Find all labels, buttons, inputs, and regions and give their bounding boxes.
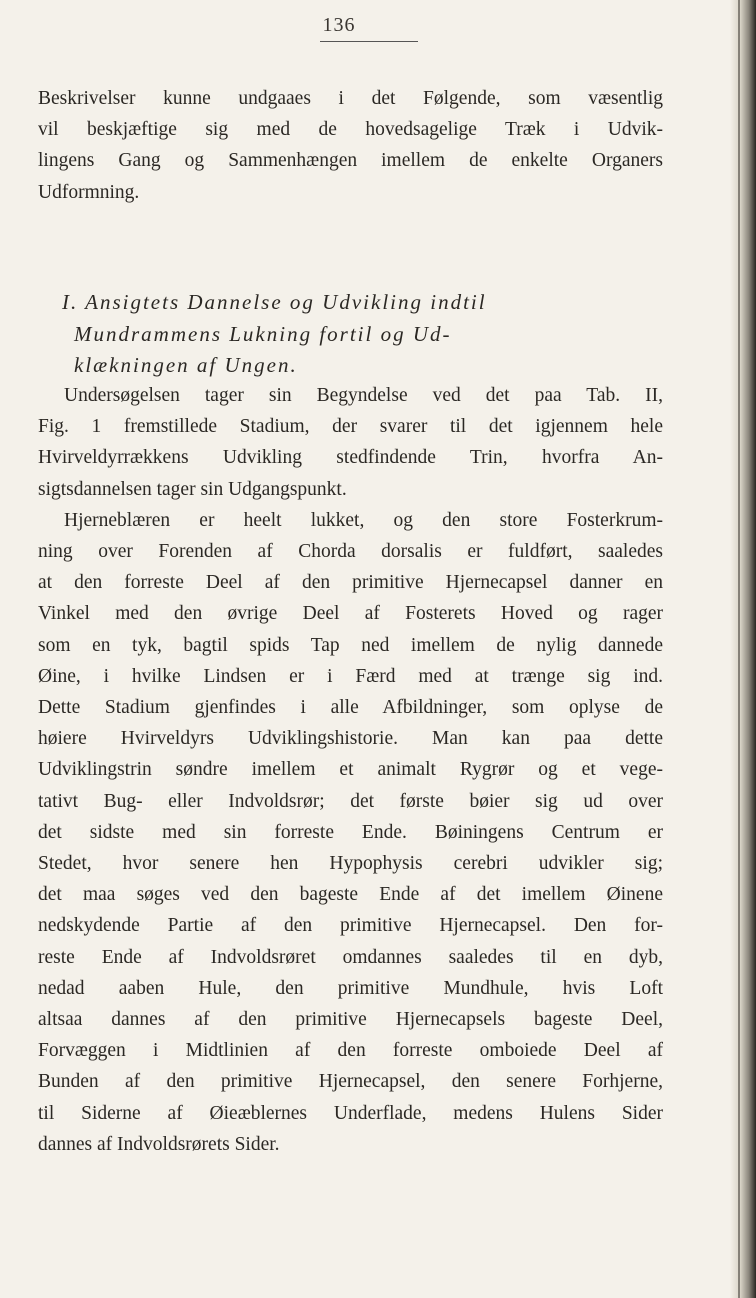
heading-line: klækningen af Ungen. bbox=[74, 353, 298, 377]
text-line: sigtsdannelsen tager sin Udgangspunkt. bbox=[38, 478, 347, 500]
text-line: nedad aaben Hule, den primitive Mundhule, hvis Loft bbox=[38, 977, 663, 999]
text-line: det sidste med sin forreste Ende. Bøiningens Centrum er bbox=[38, 821, 663, 843]
heading-line: Mundrammens Lukning fortil og Ud- bbox=[74, 321, 452, 346]
text-line: nedskydende Partie af den primitive Hjernecapsel. Den for- bbox=[38, 915, 663, 937]
section-heading bbox=[62, 287, 662, 382]
page-number-rule bbox=[320, 41, 418, 42]
text-line: vil beskjæftige sig med de hovedsagelige Træk i Udvik- bbox=[38, 119, 663, 141]
text-line: som en tyk, bagtil spids Tap ned imellem de nylig dannede bbox=[38, 634, 663, 656]
text-line: tativt Bug- eller Indvoldsrør; det første bøier sig ud over bbox=[38, 790, 663, 812]
text-line: høiere Hvirveldyrs Udviklingshistorie. Man kan paa dette bbox=[38, 728, 663, 750]
book-gutter-shadow bbox=[730, 0, 756, 1298]
page-number: 136 bbox=[322, 14, 356, 36]
text-line: Forvæggen i Midtlinien af den forreste omboiede Deel af bbox=[38, 1040, 663, 1062]
text-line: Dette Stadium gjenfindes i alle Afbildninger, som oplyse de bbox=[38, 697, 663, 719]
text-line: Fig. 1 fremstillede Stadium, der svarer til det igjennem hele bbox=[38, 416, 663, 438]
text-line: altsaa dannes af den primitive Hjernecapsels bageste Deel, bbox=[38, 1009, 663, 1031]
text-line: Hjerneblæren er heelt lukket, og den store Fosterkrum- bbox=[64, 509, 663, 531]
text-line: Vinkel med den øvrige Deel af Fosterets Hoved og rager bbox=[38, 603, 663, 625]
text-line: reste Ende af Indvoldsrøret omdannes saaledes til en dyb, bbox=[38, 946, 663, 968]
text-line: lingens Gang og Sammenhængen imellem de enkelte Organers bbox=[38, 150, 663, 172]
heading-line: I. Ansigtets Dannelse og Udvikling indtil bbox=[62, 290, 487, 314]
text-line: Hvirveldyrrækkens Udvikling stedfindende Trin, hvorfra An- bbox=[38, 447, 663, 469]
text-line: Udviklingstrin søndre imellem et animalt Rygrør og et vege- bbox=[38, 759, 663, 781]
body-paragraphs bbox=[38, 380, 663, 1160]
text-line: at den forreste Deel af den primitive Hjernecapsel danner en bbox=[38, 572, 663, 594]
text-line: til Siderne af Øieæblernes Underflade, medens Hulens Sider bbox=[38, 1102, 663, 1124]
text-line: dannes af Indvoldsrørets Sider. bbox=[38, 1133, 280, 1155]
text-line: Undersøgelsen tager sin Begyndelse ved det paa Tab. II, bbox=[64, 385, 663, 406]
text-line: ning over Forenden af Chorda dorsalis er fuldført, saaledes bbox=[38, 541, 663, 563]
text-line: Beskrivelser kunne undgaaes i det Følgende, som væsentlig bbox=[38, 88, 663, 109]
text-line: Øine, i hvilke Lindsen er i Færd med at trænge sig ind. bbox=[38, 665, 663, 687]
intro-paragraph bbox=[38, 83, 663, 208]
text-line: Udformning. bbox=[38, 181, 140, 203]
text-line: det maa søges ved den bageste Ende af det imellem Øinene bbox=[38, 884, 663, 906]
text-line: Bunden af den primitive Hjernecapsel, den senere Forhjerne, bbox=[38, 1071, 663, 1093]
book-gutter-edge bbox=[738, 0, 740, 1298]
text-line: Stedet, hvor senere hen Hypophysis cerebri udvikler sig; bbox=[38, 853, 663, 875]
